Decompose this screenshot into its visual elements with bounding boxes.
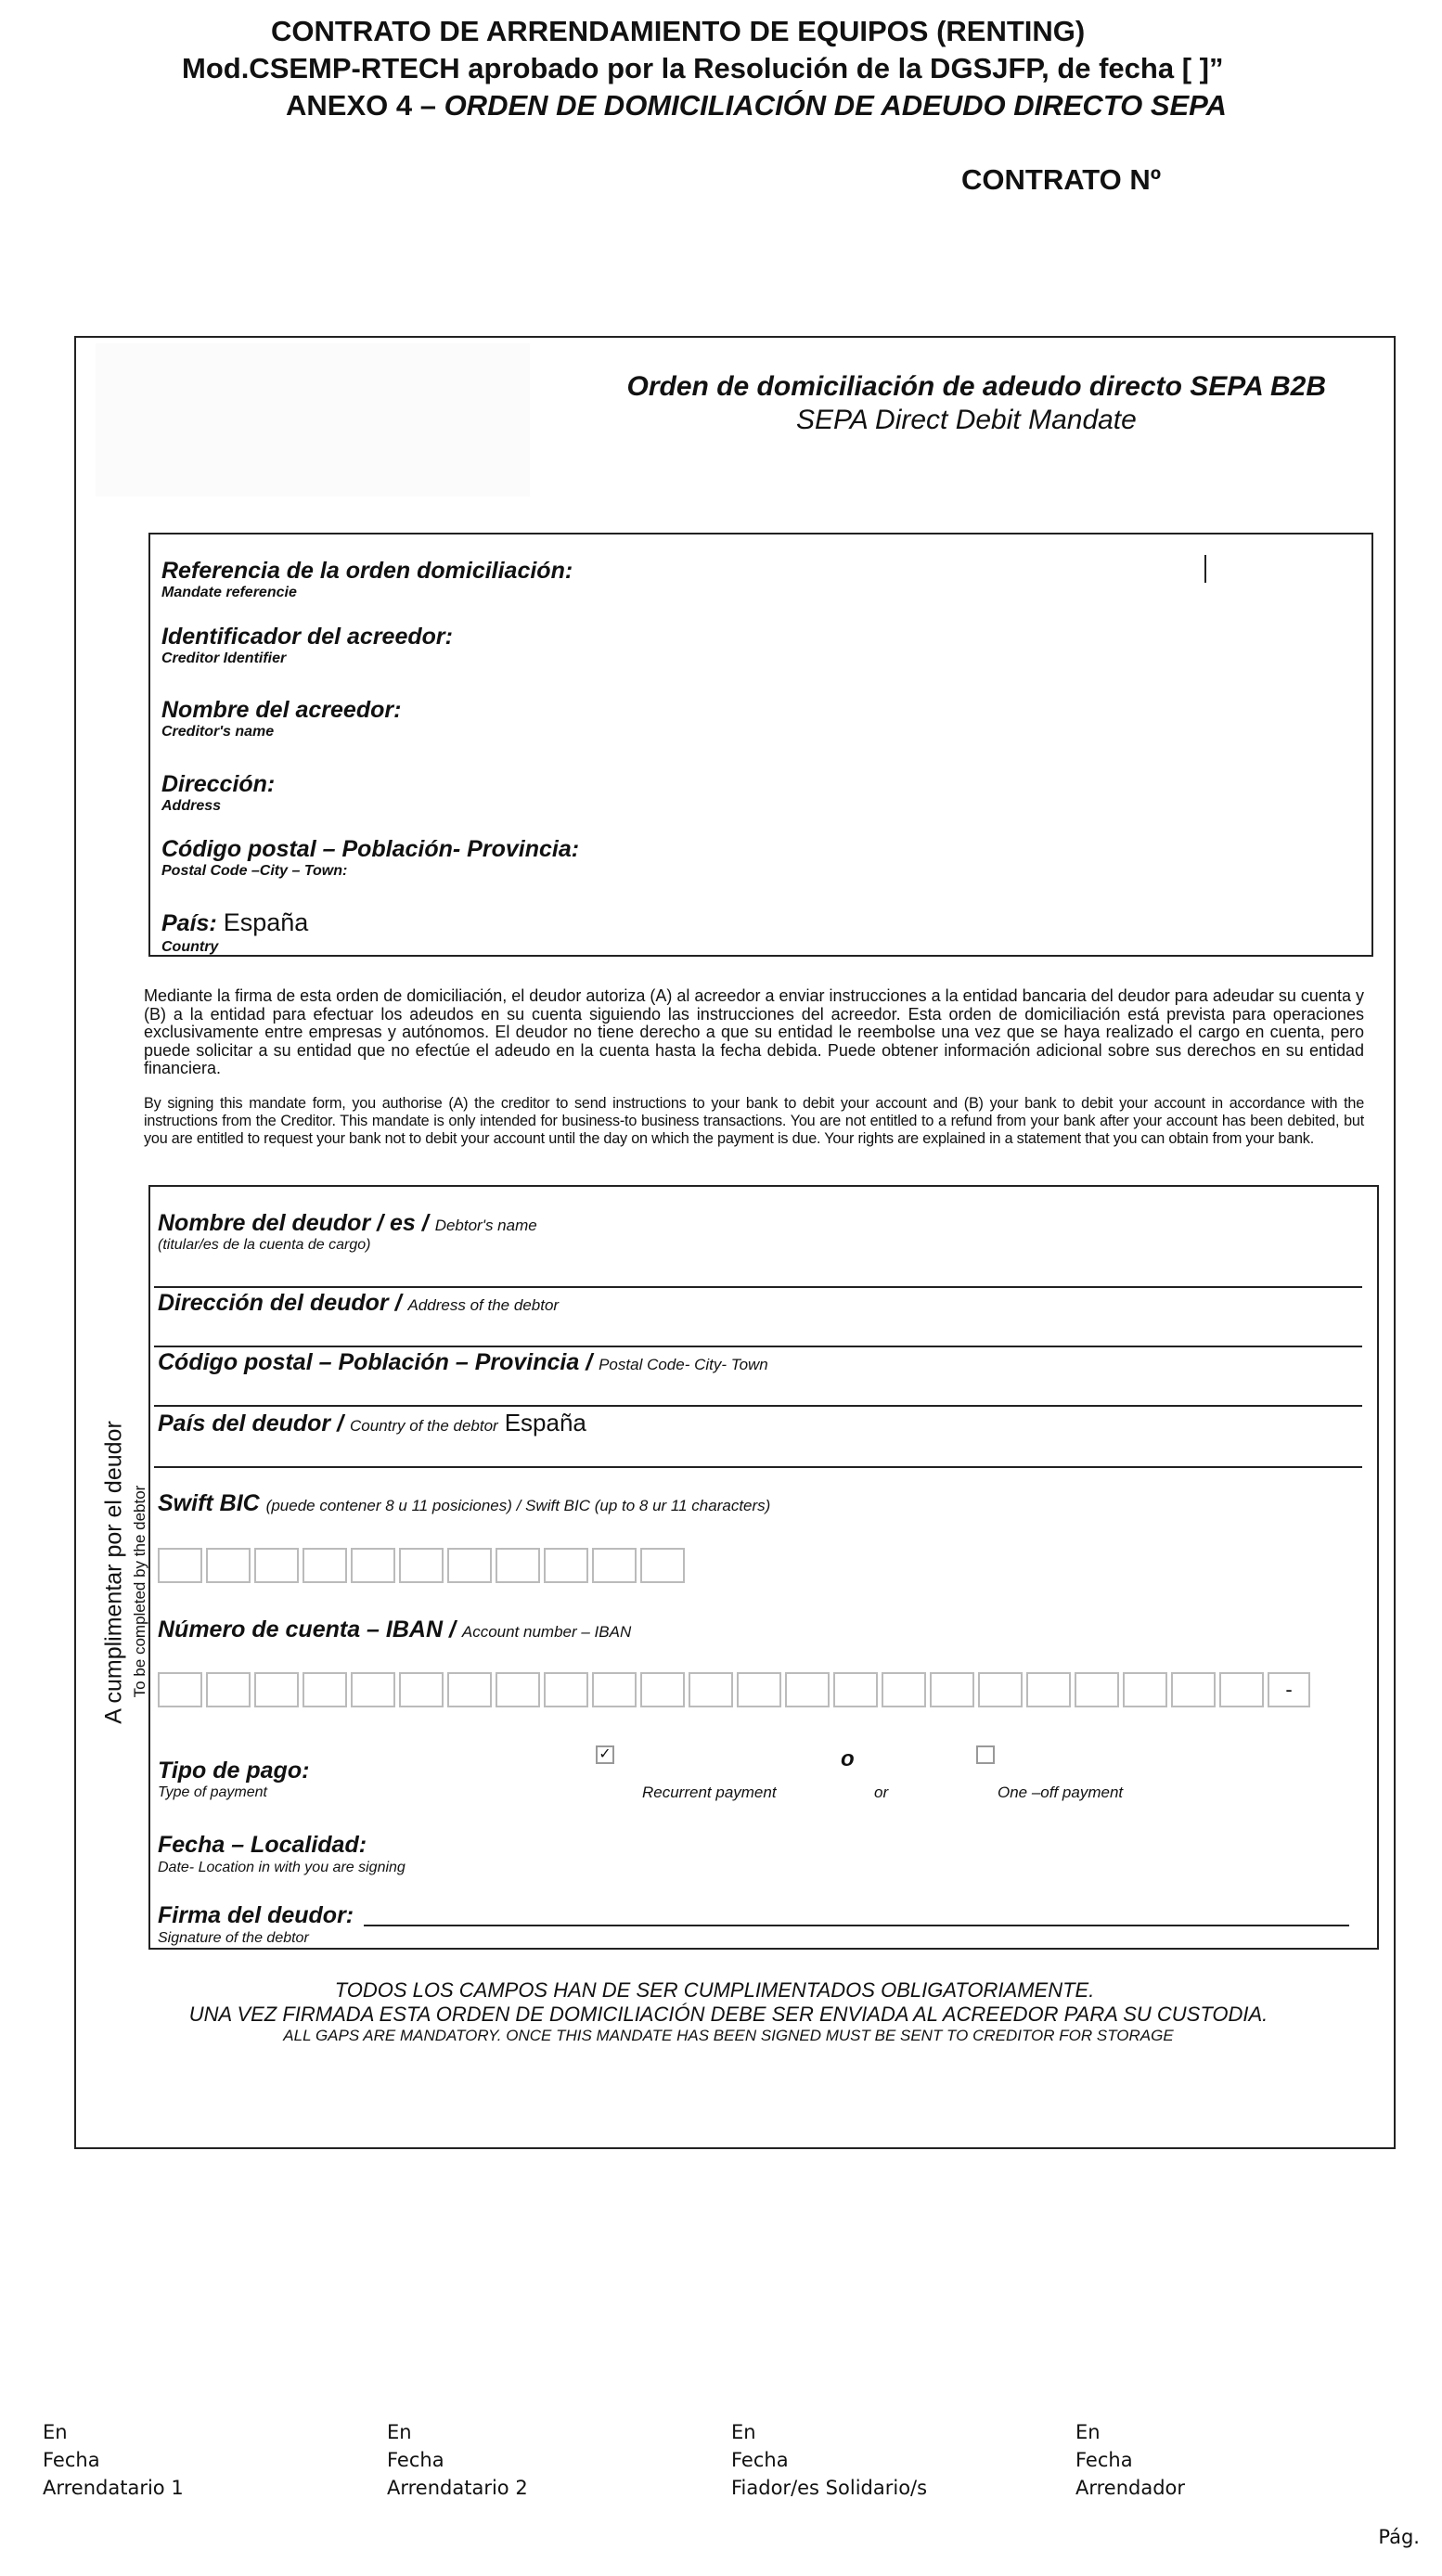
text-cursor [1204, 555, 1206, 583]
mandate-reference-label: Referencia de la orden domiciliación: [161, 558, 573, 584]
recurrent-checkbox[interactable]: ✓ [596, 1745, 614, 1764]
iban-cell[interactable] [592, 1672, 637, 1707]
iban-cell[interactable] [1123, 1672, 1167, 1707]
swift-cell[interactable] [206, 1548, 251, 1583]
custody-notice: UNA VEZ FIRMADA ESTA ORDEN DE DOMICILIACIÓN DEBE SER ENVIADA AL ACREEDOR PARA SU CUSTODIA. [188, 2003, 1268, 2026]
payment-type-label: Tipo de pago: [158, 1758, 310, 1784]
creditor-address-sub: Address [161, 798, 222, 814]
iban-cell[interactable] [785, 1672, 830, 1707]
contract-model: Mod.CSEMP-RTECH aprobado por la Resolución de la DGSJFP, de fecha [ ]” [182, 52, 1224, 84]
debtor-name-label: Nombre del deudor / es / Debtor's name [158, 1210, 537, 1236]
debtor-postal-line[interactable] [154, 1405, 1362, 1407]
iban-cell[interactable] [1219, 1672, 1264, 1707]
iban-cell[interactable] [1075, 1672, 1119, 1707]
debtor-postal-label: Código postal – Población – Provincia / Postal Code- City- Town [158, 1349, 768, 1375]
mandatory-notice: TODOS LOS CAMPOS HAN DE SER CUMPLIMENTADOS OBLIGATORIAMENTE. [334, 1978, 1095, 2002]
debtor-name-sub: (titular/es de la cuenta de cargo) [158, 1237, 371, 1253]
swift-cell[interactable] [303, 1548, 347, 1583]
swift-cell[interactable] [158, 1548, 202, 1583]
iban-dash-cell: - [1268, 1672, 1310, 1707]
party-label: Arrendatario 2 [387, 2477, 528, 2499]
or-label: or [874, 1784, 889, 1801]
iban-cell[interactable] [544, 1672, 588, 1707]
iban-cell[interactable] [1026, 1672, 1071, 1707]
debtor-address-line[interactable] [154, 1346, 1362, 1347]
party-label: Arrendatario 1 [43, 2477, 184, 2499]
iban-cell[interactable] [254, 1672, 299, 1707]
iban-cell[interactable] [737, 1672, 781, 1707]
debtor-country-value: España [504, 1409, 586, 1436]
creditor-postal-label: Código postal – Población- Provincia: [161, 836, 580, 862]
creditor-box [148, 533, 1373, 957]
mandate-reference-sub: Mandate referencie [161, 585, 297, 600]
signature-block-lessee-2 [387, 2418, 528, 2502]
oneoff-checkbox[interactable] [976, 1745, 995, 1764]
signature-label: Firma del deudor: [158, 1902, 354, 1928]
date-location-label: Fecha – Localidad: [158, 1832, 367, 1858]
creditor-address-label: Dirección: [161, 771, 276, 797]
date-label: Fecha [43, 2449, 100, 2471]
iban-cell[interactable] [303, 1672, 347, 1707]
contract-number-label: CONTRATO Nº [961, 163, 1162, 196]
or-symbol: o [841, 1746, 855, 1771]
creditor-country-value: España [223, 908, 309, 936]
iban-cell[interactable] [1171, 1672, 1216, 1707]
iban-cell[interactable] [206, 1672, 251, 1707]
place-label: En [43, 2421, 68, 2443]
iban-cell[interactable] [833, 1672, 878, 1707]
iban-cell[interactable] [689, 1672, 733, 1707]
iban-cell[interactable] [978, 1672, 1023, 1707]
swift-label: Swift BIC (puede contener 8 u 11 posiciones) / Swift BIC (up to 8 ur 11 characters) [158, 1490, 771, 1516]
english-notice: ALL GAPS ARE MANDATORY. ONCE THIS MANDATE HAS BEEN SIGNED MUST BE SENT TO CREDITOR FOR STORAGE [283, 2027, 1174, 2044]
swift-cell[interactable] [254, 1548, 299, 1583]
logo-placeholder [96, 343, 530, 496]
legal-text-en: By signing this mandate form, you authorise (A) the creditor to send instructions to your bank to debit your account and (B) your bank to debit your account in accordance with the instructions from the Creditor. This mandate is only intended for business-to business transactions. You are not entitled to a refund from your bank after your account has been debited, but you are entitled to request your bank not to debit your account until the day on which the payment is due. Your rights are explained in a statement that you can obtain from your bank. [144, 1095, 1364, 1147]
debtor-side-label [72, 1421, 156, 1745]
date-label: Fecha [731, 2449, 789, 2471]
side-main-text: A cumplimentar por el deudor [100, 1421, 127, 1724]
iban-cell[interactable] [640, 1672, 685, 1707]
signature-sub: Signature of the debtor [158, 1930, 309, 1946]
place-label: En [731, 2421, 756, 2443]
swift-cell[interactable] [351, 1548, 395, 1583]
swift-cell[interactable] [399, 1548, 444, 1583]
debtor-country-label: País del deudor / Country of the debtor España [158, 1409, 586, 1436]
signature-block-lessee-1 [43, 2418, 184, 2502]
iban-cells [158, 1672, 1310, 1707]
date-label: Fecha [1075, 2449, 1133, 2471]
legal-text-es: Mediante la firma de esta orden de domiciliación, el deudor autoriza (A) al acreedor a enviar instrucciones a la entidad bancaria del deudor para adeudar su cuenta y (B) a la entidad para efectuar los adeudos en su cuenta siguiendo las instrucciones del acreedor. Esta orden de domiciliación está prevista para operaciones exclusivamente entre empresas y autónomos. El deudor no tiene derecho a que su entidad le reembolse una vez que se haya realizado el cargo en cuenta, pero puede solicitar a su entidad que no efectúe el adeudo en la cuenta hasta la fecha debida. Puede obtener información adicional sobre sus derechos en su entidad financiera. [144, 986, 1364, 1078]
place-label: En [1075, 2421, 1101, 2443]
place-label: En [387, 2421, 412, 2443]
date-location-sub: Date- Location in with you are signing [158, 1860, 406, 1875]
party-label: Arrendador [1075, 2477, 1186, 2499]
mandate-subtitle: SEPA Direct Debit Mandate [796, 405, 1137, 435]
date-label: Fecha [387, 2449, 444, 2471]
oneoff-label: One –off payment [998, 1784, 1124, 1801]
iban-cell[interactable] [351, 1672, 395, 1707]
creditor-name-sub: Creditor's name [161, 724, 275, 740]
creditor-postal-sub: Postal Code –City – Town: [161, 863, 348, 879]
swift-cell[interactable] [640, 1548, 685, 1583]
iban-cell[interactable] [882, 1672, 926, 1707]
creditor-id-label: Identificador del acreedor: [161, 624, 453, 650]
iban-label: Número de cuenta – IBAN / Account number – IBAN [158, 1616, 632, 1642]
recurrent-label: Recurrent payment [642, 1784, 777, 1801]
page-label: Pág. [1378, 2526, 1420, 2548]
iban-cell[interactable] [496, 1672, 540, 1707]
creditor-country-label: País: España [161, 908, 309, 936]
annex-title: ANEXO 4 – ORDEN DE DOMICILIACIÓN DE ADEUDO DIRECTO SEPA [286, 89, 1227, 122]
iban-cell[interactable] [399, 1672, 444, 1707]
swift-cell[interactable] [544, 1548, 588, 1583]
iban-cell[interactable] [447, 1672, 492, 1707]
party-label: Fiador/es Solidario/s [731, 2477, 928, 2499]
creditor-country-sub: Country [161, 939, 219, 955]
swift-cell[interactable] [592, 1548, 637, 1583]
mandate-title: Orden de domiciliación de adeudo directo SEPA B2B [626, 371, 1326, 402]
iban-cell[interactable] [158, 1672, 202, 1707]
swift-cell[interactable] [496, 1548, 540, 1583]
swift-cell[interactable] [447, 1548, 492, 1583]
swift-cells [158, 1548, 685, 1583]
creditor-name-label: Nombre del acreedor: [161, 697, 402, 723]
debtor-name-line[interactable] [154, 1286, 1362, 1288]
side-sub-text: To be completed by the debtor [131, 1485, 148, 1698]
debtor-country-line[interactable] [154, 1466, 1362, 1468]
payment-type-sub: Type of payment [158, 1784, 267, 1800]
contract-title: CONTRATO DE ARRENDAMIENTO DE EQUIPOS (RENTING) [271, 15, 1086, 47]
debtor-address-label: Dirección del deudor / Address of the debtor [158, 1290, 560, 1316]
iban-cell[interactable] [930, 1672, 974, 1707]
creditor-id-sub: Creditor Identifier [161, 650, 287, 666]
signature-block-lessor [1075, 2418, 1185, 2502]
signature-line[interactable] [364, 1925, 1349, 1926]
signature-block-guarantor [731, 2418, 927, 2502]
